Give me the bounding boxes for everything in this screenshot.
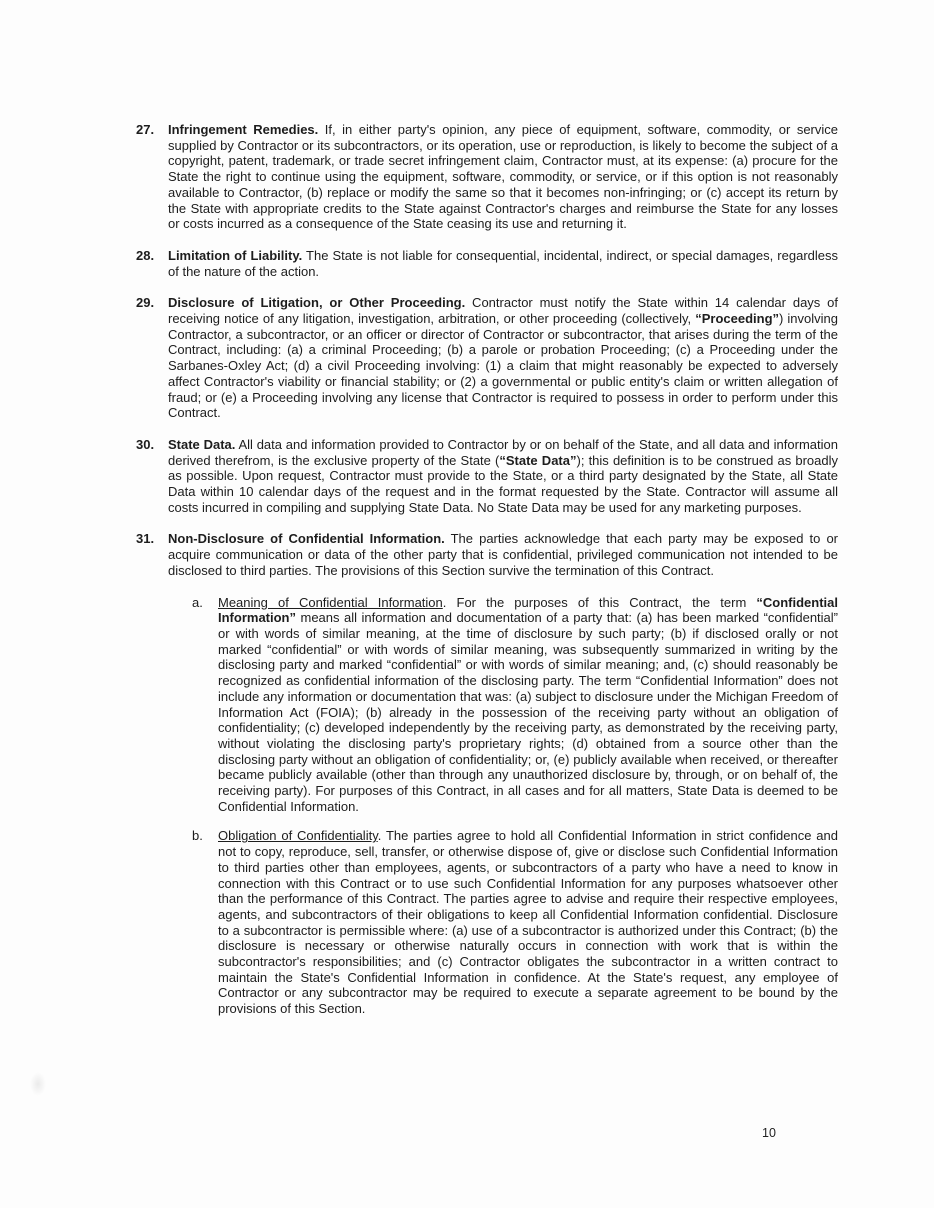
text-segment: Disclosure of Litigation, or Other Proceeding.	[168, 295, 466, 311]
text-segment: Obligation of Confidentiality	[218, 828, 378, 844]
section-text	[168, 437, 838, 516]
text-segment: Meaning of Confidential Information	[218, 594, 443, 610]
text-segment: The State is not liable for consequential, incidental, indirect, or special damages, regardless of the nature of the action.	[168, 247, 838, 279]
text-segment: Limitation of Liability.	[168, 247, 303, 263]
section	[136, 295, 838, 421]
section	[136, 437, 838, 516]
text-segment: The parties acknowledge that each party may be exposed to or acquire communication or data of the other party that is confidential, privileged communication not intended to be disclosed to third parties. The provisions of this Section survive the termination of this Contract.	[168, 531, 838, 578]
section-number: 29.	[136, 295, 155, 311]
text-segment: Non-Disclosure of Confidential Information.	[168, 531, 445, 547]
text-segment: Infringement Remedies.	[168, 122, 319, 137]
text-segment: ) involving Contractor, a subcontractor, or an officer or director of Contractor or subcontractor, that arises during the term of the Contract, including: (a) a criminal Proceeding; (b) a parole or probation Proceeding; (c) a Proceeding under the Sarbanes-Oxley Act; (d) a civil Proceeding involving: (1) a claim that might reasonably be expected to adversely affect Contractor's viability or financial stability; or (2) a governmental or public entity's claim or written allegation of fraud; or (e) a Proceeding involving any license that Contractor is required to possess in order to perform under this Contract.	[168, 311, 838, 421]
text-segment: . For the purposes of this Contract, the term	[442, 594, 757, 610]
text-segment: “State Data”	[499, 452, 577, 468]
text-segment: State Data.	[168, 436, 236, 452]
section	[136, 122, 838, 232]
section	[136, 248, 838, 279]
subsection-number: b.	[192, 828, 203, 844]
document-body	[136, 122, 838, 1031]
section-number: 27.	[136, 122, 155, 137]
text-segment: . The parties agree to hold all Confidential Information in strict confidence and not to copy, reproduce, sell, transfer, or otherwise dispose of, give or disclose such Confidential Information to third parties other than employees, agents, or subcontractors of a party who have a need to know in connection with this Contract or to use such Confidential Information for any purposes whatsoever other than the performance of this Contract. The parties agree to advise and require their respective employees, agents, and subcontractors of their obligations to keep all Confidential Information confidential. Disclosure to a subcontractor is permissible where: (a) use of a subcontractor is authorized under this Contract; (b) the disclosure is necessary or otherwise naturally occurs in connection with work that is within the subcontractor's responsibilities; and (c) Contractor obligates the subcontractor in a written contract to maintain the State's Confidential Information in confidence. At the State's request, any employee of Contractor or any subcontractor may be required to execute a separate agreement to be bound by the provisions of this Section.	[218, 828, 838, 1017]
section-text	[168, 295, 838, 421]
document-sections	[136, 122, 838, 1017]
subsection-number: a.	[192, 594, 203, 610]
text-segment: Contractor must notify the State within 14 calendar days of receiving notice of any litigation, investigation, arbitration, or other proceeding (collectively,	[168, 295, 838, 327]
subsection	[192, 595, 838, 815]
section-number: 30.	[136, 436, 155, 452]
section-text	[168, 531, 838, 578]
subsection-text	[218, 828, 838, 1016]
page-number: 10	[762, 1126, 776, 1140]
text-segment: If, in either party's opinion, any piece of equipment, software, commodity, or service supplied by Contractor or its subcontractors, or its operation, use or reproduction, is likely to become the subject of a copyright, patent, trademark, or trade secret infringement claim, Contractor must, at its expense: (a) procure for the State the right to continue using the equipment, software, commodity, or service, or if this option is not reasonably available to Contractor, (b) replace or modify the same so that it becomes non-infringing; or (c) accept its return by the State with appropriate credits to the State against Contractor's charges and reimburse the State for any losses or costs incurred as a consequence of the State ceasing its use and returning it.	[168, 122, 838, 232]
section	[136, 531, 838, 578]
text-segment: “Confidential Information”	[218, 594, 839, 626]
subsection-text	[218, 595, 838, 815]
text-segment: All data and information provided to Contractor by or on behalf of the State, and all data and information derived therefrom, is the exclusive property of the State (	[168, 436, 838, 468]
scan-artifact	[30, 1072, 46, 1096]
section-text	[168, 248, 838, 279]
section-text	[168, 122, 838, 232]
section-number: 31.	[136, 531, 155, 547]
subsection	[192, 828, 838, 1016]
text-segment: ); this definition is to be construed as broadly as possible. Upon request, Contractor must provide to the State, or a third party designated by the State, all State Data within 10 calendar days of the request and in the format requested by the State. Contractor will assume all costs incurred in compiling and supplying State Data. No State Data may be used for any marketing purposes.	[168, 452, 838, 515]
text-segment: “Proceeding”	[695, 311, 780, 327]
text-segment: means all information and documentation of a party that: (a) has been marked “confidential” or with words of similar meaning, at the time of disclosure by such party; (b) if disclosed orally or not marked “confidential” or with words of similar meaning, was subsequently summarized in writing by the disclosing party and marked “confidential” or with words of similar meaning; and, (c) should reasonably be recognized as confidential information of the disclosing party. The term “Confidential Information” does not include any information or documentation that was: (a) subject to disclosure under the Michigan Freedom of Information Act (FOIA); (b) already in the possession of the receiving party without an obligation of confidentiality; (c) developed independently by the receiving party, as demonstrated by the receiving party, without violating the disclosing party's proprietary rights; (d) obtained from a source other than the disclosing party without an obligation of confidentiality; or, (e) publicly available when received, or thereafter became publicly available (other than through any unauthorized disclosure by, through, or on behalf of, the receiving party). For purposes of this Contract, in all cases and for all matters, State Data is deemed to be Confidential Information.	[218, 610, 838, 814]
section-number: 28.	[136, 247, 155, 263]
